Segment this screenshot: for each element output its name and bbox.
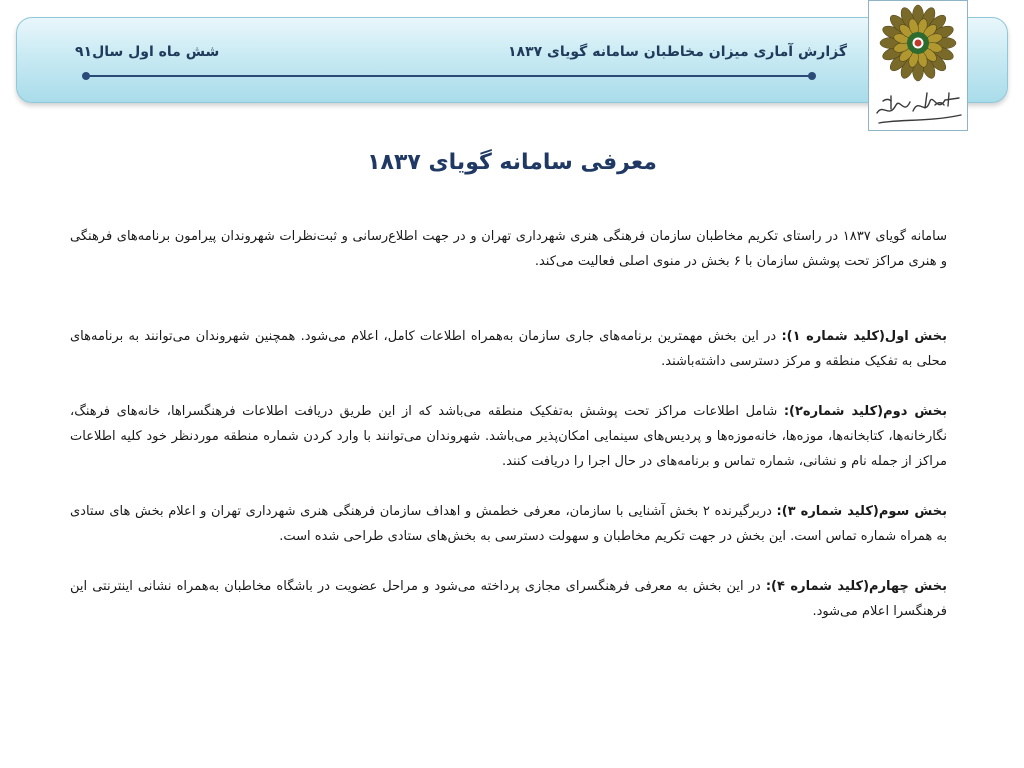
section-4-text: در این بخش به معرفی فرهنگسرای مجازی پرداخته می‌شود و مراحل عضویت در باشگاه مخاطبان به‌همراه نشانی اینترنتی این فرهنگسرا اعلام می‌شود.	[70, 579, 947, 619]
section-2-text: شامل اطلاعات مراکز تحت پوشش به‌تفکیک منطقه می‌باشد که از این طریق دریافت اطلاعات فرهنگسراها، خانه‌های فرهنگ، نگارخانه‌ها، کتابخانه‌ها، موزه‌ها، خانه‌موزه‌ها و پردیس‌های سینمایی امکان‌پذیر می‌باشد. شهروندان می‌توانند با وارد کردن شماره منطقه موردنظر خود کلیه اطلاعات مراکز از جمله نام و نشانی، شماره تماس و برنامه‌های در حال اجرا را دریافت کنند.	[70, 404, 947, 469]
intro-paragraph: سامانه گویای ۱۸۳۷ در راستای تکریم مخاطبان سازمان فرهنگی هنری شهرداری تهران و در جهت اطلاع‌رسانی و ثبت‌نظرات شهروندان پیرامون برنامه‌های فرهنگی و هنری مراکز تحت پوشش سازمان با ۶ بخش در منوی اصلی فعالیت می‌کند.	[70, 229, 947, 269]
logo-center	[915, 40, 922, 47]
content-body	[70, 224, 947, 649]
section-2-paragraph	[70, 399, 947, 474]
section-1-text: در این بخش مهمترین برنامه‌های جاری سازمان به‌همراه اطلاعات کامل، اعلام می‌شود. همچنین شهروندان می‌توانند به برنامه‌های محلی به تفکیک منطقه و مرکز دسترسی داشته‌باشند.	[70, 329, 947, 369]
header-banner	[16, 17, 1008, 103]
header-divider	[86, 75, 812, 77]
section-4-label: بخش چهارم(کلید شماره ۴):	[765, 579, 947, 594]
logo-calligraphy-signature	[877, 93, 961, 123]
report-period: شش ماه اول سال۹۱	[75, 44, 220, 60]
section-1-paragraph	[70, 324, 947, 374]
section-2-label: بخش دوم(کلید شماره۲):	[783, 404, 947, 419]
organization-logo	[868, 0, 968, 131]
section-3-paragraph	[70, 499, 947, 549]
flower-emblem-icon	[869, 1, 967, 130]
section-1-label: بخش اول(کلید شماره ۱):	[781, 329, 947, 344]
divider-right-dot	[808, 72, 816, 80]
page-heading: معرفی سامانه گویای ۱۸۳۷	[367, 150, 657, 175]
divider-left-dot	[82, 72, 90, 80]
report-title: گزارش آماری میزان مخاطبان سامانه گویای ۱۸۳۷	[508, 44, 847, 60]
section-3-label: بخش سوم(کلید شماره ۳):	[776, 504, 947, 519]
section-3-text: دربرگیرنده ۲ بخش آشنایی با سازمان، معرفی خطمش و اهداف سازمان فرهنگی هنری شهرداری تهران و اعلام بخش های ستادی به همراه شماره تماس است. این بخش در جهت تکریم مخاطبان و سهولت دسترسی به بخش‌های ستادی طراحی شده است.	[70, 504, 947, 544]
section-4-paragraph	[70, 574, 947, 624]
